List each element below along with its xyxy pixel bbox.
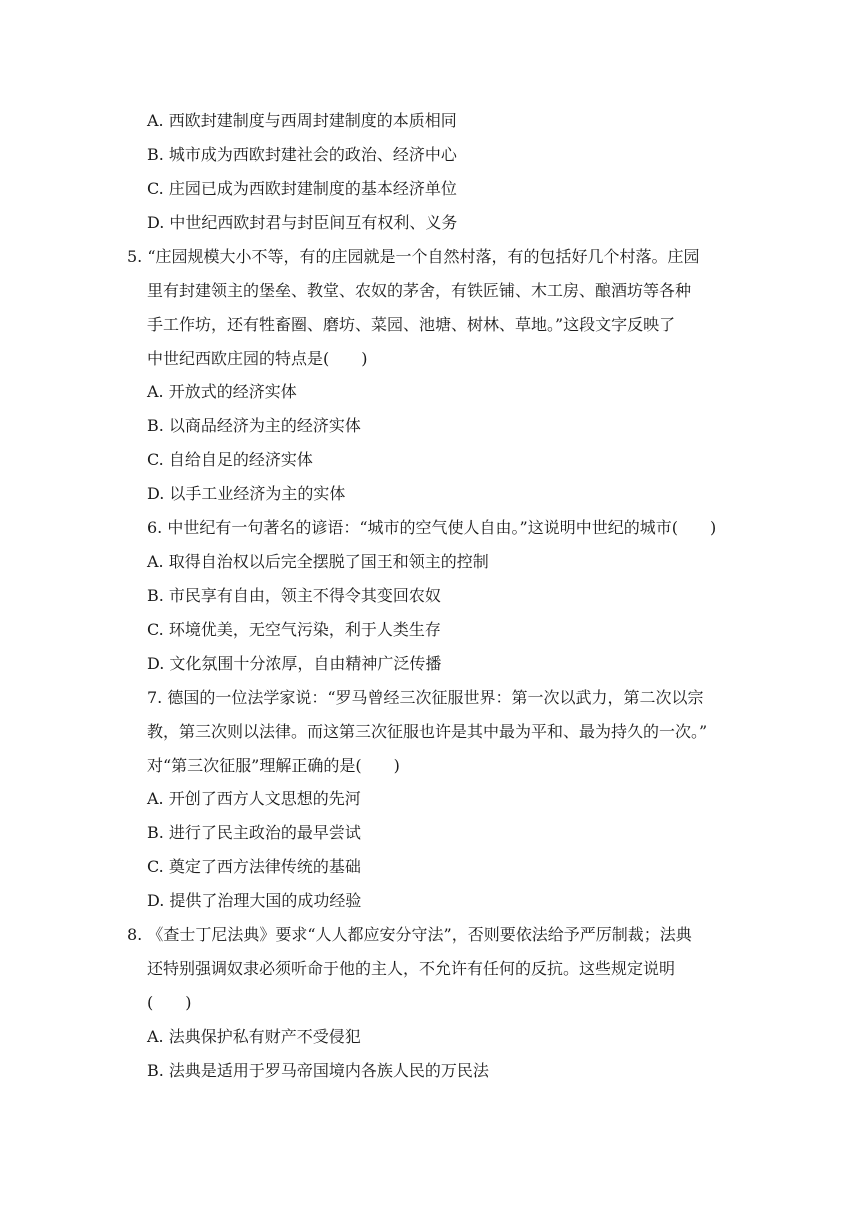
question-5-stem: 5. “庄园规模大小不等，有的庄园就是一个自然村落，有的包括好几个村落。庄园 bbox=[127, 247, 700, 266]
question-6-stem: 6. 中世纪有一句著名的谚语：“城市的空气使人自由。”这说明中世纪的城市( ) bbox=[147, 518, 717, 537]
question-7-option-c: C. 奠定了西方法律传统的基础 bbox=[147, 857, 361, 876]
question-5-option-d: D. 以手工业经济为主的实体 bbox=[147, 484, 346, 503]
question-5-stem: 中世纪西欧庄园的特点是( ) bbox=[147, 349, 368, 368]
question-7-option-a: A. 开创了西方人文思想的先河 bbox=[147, 789, 361, 808]
question-8-option-a: A. 法典保护私有财产不受侵犯 bbox=[147, 1027, 361, 1046]
option-b: B. 城市成为西欧封建社会的政治、经济中心 bbox=[147, 145, 457, 164]
option-a: A. 西欧封建制度与西周封建制度的本质相同 bbox=[147, 111, 457, 130]
question-6-option-c: C. 环境优美，无空气污染，利于人类生存 bbox=[147, 620, 441, 639]
question-5-option-c: C. 自给自足的经济实体 bbox=[147, 450, 313, 469]
question-8-stem: ( ) bbox=[147, 993, 192, 1012]
question-7-stem: 教，第三次则以法律。而这第三次征服也许是其中最为平和、最为持久的一次。” bbox=[147, 722, 708, 741]
question-7-option-b: B. 进行了民主政治的最早尝试 bbox=[147, 823, 361, 842]
question-6-option-d: D. 文化氛围十分浓厚，自由精神广泛传播 bbox=[147, 654, 442, 673]
question-6-option-b: B. 市民享有自由，领主不得令其变回农奴 bbox=[147, 586, 441, 605]
question-8-stem: 还特别强调奴隶必须听命于他的主人，不允许有任何的反抗。这些规定说明 bbox=[147, 959, 676, 978]
question-7-stem: 对“第三次征服”理解正确的是( ) bbox=[147, 756, 400, 775]
question-6-option-a: A. 取得自治权以后完全摆脱了国王和领主的控制 bbox=[147, 552, 489, 571]
option-d: D. 中世纪西欧封君与封臣间互有权利、义务 bbox=[147, 213, 458, 232]
question-5-stem: 里有封建领主的堡垒、教堂、农奴的茅舍，有铁匠铺、木工房、酿酒坊等各种 bbox=[147, 281, 692, 300]
question-8-stem: 8. 《查士丁尼法典》要求“人人都应安分守法”，否则要依法给予严厉制裁；法典 bbox=[127, 925, 692, 944]
question-5-stem: 手工作坊，还有牲畜圈、磨坊、菜园、池塘、树林、草地。”这段文字反映了 bbox=[147, 315, 676, 334]
question-5-option-a: A. 开放式的经济实体 bbox=[147, 382, 297, 401]
question-5-option-b: B. 以商品经济为主的经济实体 bbox=[147, 416, 361, 435]
option-c: C. 庄园已成为西欧封建制度的基本经济单位 bbox=[147, 179, 457, 198]
question-7-option-d: D. 提供了治理大国的成功经验 bbox=[147, 891, 362, 910]
question-8-option-b: B. 法典是适用于罗马帝国境内各族人民的万民法 bbox=[147, 1061, 489, 1080]
question-7-stem: 7. 德国的一位法学家说：“罗马曾经三次征服世界：第一次以武力，第二次以宗 bbox=[147, 688, 704, 707]
